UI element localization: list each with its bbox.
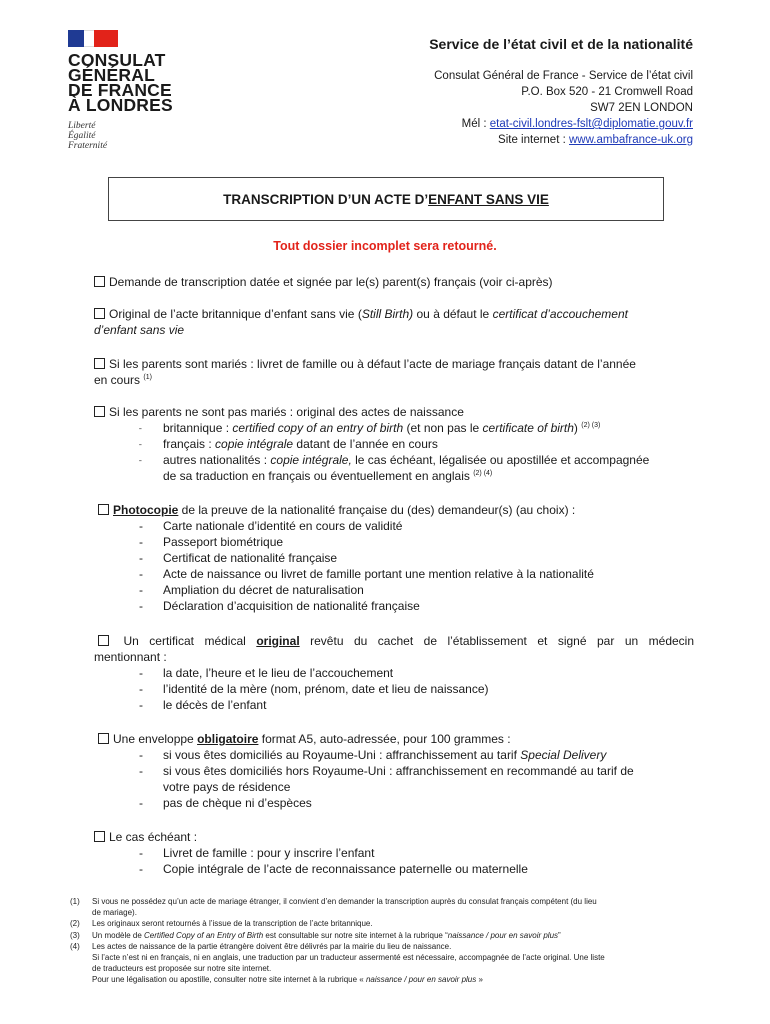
bullet: ˗ — [139, 423, 142, 432]
consulate-logo — [68, 30, 198, 151]
sub-text: Carte nationale d’identité en cours de validité — [163, 519, 403, 533]
document-title — [223, 192, 549, 207]
sub-text: Certificat de nationalité française — [163, 551, 338, 565]
sub-text: le cas échéant, légalisée ou apostillée et accompagnée — [351, 453, 650, 467]
sub-text: Copie intégrale de l’acte de reconnaissance paternelle ou maternelle — [163, 862, 528, 876]
item-text: Un certificat médical — [113, 634, 257, 648]
checkbox[interactable] — [94, 276, 105, 287]
sub-item — [139, 566, 694, 582]
sub-item — [139, 518, 694, 534]
footnote-text-italic: Certified Copy of an Entry of Birth — [144, 930, 264, 940]
item-text: Une enveloppe — [113, 732, 198, 746]
logo-line: DE FRANCE — [68, 80, 172, 100]
header-address-block — [429, 36, 693, 148]
item-text-italic: d’enfant sans vie — [94, 323, 185, 337]
checkbox[interactable] — [98, 504, 109, 515]
address-line: Consulat Général de France - Service de l’état civil — [434, 70, 693, 82]
bullet: - — [139, 796, 143, 810]
checklist-item-cas-echeant — [94, 829, 694, 877]
sub-text-italic: certified copy of an entry of birth — [232, 421, 404, 435]
title-part-underlined: ENFANT SANS VIE — [428, 191, 549, 207]
item-text: Demande de transcription datée et signée par le(s) parent(s) français (voir ci-après) — [109, 275, 553, 289]
sub-text: datant de l’année en cours — [293, 437, 438, 451]
footnote-number: (1) — [70, 897, 80, 906]
bullet: - — [139, 535, 143, 549]
sub-text: autres nationalités : — [163, 453, 271, 467]
checklist-item-maries — [94, 356, 694, 388]
address — [429, 68, 693, 148]
footnote — [70, 907, 702, 918]
item-text: Si les parents ne sont pas mariés : original des actes de naissance — [109, 405, 464, 419]
logo-line: CONSULAT — [68, 50, 166, 70]
sub-item — [139, 795, 694, 811]
sub-item — [139, 452, 694, 468]
sub-text: la date, l’heure et le lieu de l’accouchement — [163, 666, 394, 680]
sub-text: (et non pas le — [403, 421, 483, 435]
footnotes — [70, 896, 702, 986]
sub-text: si vous êtes domiciliés au Royaume-Uni : affranchissement au tarif — [163, 748, 521, 762]
footnote-number: (3) — [70, 930, 80, 940]
sub-item — [139, 420, 694, 436]
sub-item — [139, 665, 694, 681]
sub-text: l’identité de la mère (nom, prénom, date et lieu de naissance) — [163, 682, 489, 696]
sub-text: Acte de naissance ou livret de famille portant une mention relative à la nationalité — [163, 567, 594, 581]
checklist-item-photocopie — [94, 502, 694, 614]
item-text: mentionnant : — [94, 650, 167, 664]
bullet: - — [139, 682, 143, 696]
checkbox[interactable] — [94, 308, 105, 319]
bullet: - — [139, 519, 143, 533]
footnote-text: Si vous ne possédez qu’un acte de mariage étranger, il convient d’en demander la transcription auprès du consulat français compétent (du lieu — [92, 897, 597, 906]
checklist-item-original — [94, 306, 694, 338]
sub-text: le décès de l’enfant — [163, 698, 267, 712]
footnote-text-italic: naissance / pour en savoir plus — [447, 930, 559, 940]
address-line: P.O. Box 520 - 21 Cromwell Road — [521, 86, 693, 98]
motto-line: Liberté — [68, 121, 96, 131]
item-text-bold: Photocopie — [113, 503, 179, 517]
service-title: Service de l’état civil et de la nationalité — [429, 36, 693, 52]
site-link[interactable]: www.ambafrance-uk.org — [569, 134, 693, 146]
checklist-item-enveloppe — [94, 731, 694, 811]
sub-text-italic: certificate of birth — [482, 421, 574, 435]
footnote-text: Un modèle de — [92, 930, 145, 940]
logo-title — [68, 50, 198, 115]
checkbox[interactable] — [94, 358, 105, 369]
sub-item — [139, 845, 694, 861]
sub-text: Déclaration d’acquisition de nationalité française — [163, 599, 420, 613]
logo-line: À LONDRES — [68, 95, 173, 115]
mail-link[interactable]: etat-civil.londres-fslt@diplomatie.gouv.fr — [489, 118, 693, 130]
checkbox[interactable] — [98, 733, 109, 744]
bullet: - — [139, 862, 143, 876]
mail-label: Mél : — [461, 118, 490, 130]
bullet: - — [139, 698, 143, 712]
sub-item — [139, 763, 694, 779]
sub-item — [139, 747, 694, 763]
sub-text: ) — [573, 421, 582, 435]
footnote-text: de mariage). — [92, 908, 137, 918]
footnote-text: Les originaux seront retournés à l’issue de la transcription de l’acte britannique. — [92, 919, 373, 929]
footnote-text: Pour une légalisation ou apostille, consulter notre site internet à la rubrique « — [92, 975, 366, 985]
bullet: - — [139, 567, 143, 581]
incomplete-warning: Tout dossier incomplet sera retourné. — [273, 239, 497, 253]
bullet: - — [139, 748, 143, 762]
sub-text-italic: Special Delivery — [520, 748, 607, 762]
sub-text-italic: copie intégrale, — [270, 453, 352, 467]
item-text-italic: Still Birth) — [361, 307, 414, 321]
item-text: revêtu du cachet de l’établissement et signé par un médecin — [299, 634, 695, 648]
bullet: - — [139, 583, 143, 597]
bullet: - — [139, 764, 143, 778]
bullet: - — [139, 846, 143, 860]
checkbox[interactable] — [94, 831, 105, 842]
item-text-bold: original — [256, 634, 300, 648]
sub-item — [139, 598, 694, 614]
item-text-bold: obligatoire — [197, 732, 259, 746]
checklist-item-non-maries — [94, 404, 694, 484]
checkbox[interactable] — [94, 406, 105, 417]
checklist-item-certificat — [94, 633, 694, 713]
site-label: Site internet : — [498, 134, 569, 146]
footnote — [70, 930, 702, 941]
footnote — [70, 952, 702, 963]
footnote-ref: (2) (3) — [581, 422, 601, 429]
footnote — [70, 963, 702, 974]
sub-text: Passeport biométrique — [163, 535, 284, 549]
sub-item-continuation — [163, 468, 694, 484]
sub-text: pas de chèque ni d’espèces — [163, 796, 312, 810]
item-text: de la preuve de la nationalité française du (des) demandeur(s) (au choix) : — [178, 503, 576, 517]
sub-item — [139, 534, 694, 550]
footnote-ref: (1) — [143, 374, 152, 381]
item-text: Original de l’acte britannique d’enfant sans vie ( — [109, 307, 362, 321]
footnote-number: (4) — [70, 941, 80, 951]
sub-text: Ampliation du décret de naturalisation — [163, 583, 364, 597]
bullet: - — [139, 666, 143, 680]
item-text: ou à défaut le — [413, 307, 493, 321]
address-line: SW7 2EN LONDON — [590, 102, 693, 114]
item-text: format A5, auto-adressée, pour 100 grammes : — [258, 732, 511, 746]
footnote — [70, 896, 702, 907]
sub-item — [139, 582, 694, 598]
sub-text: français : — [163, 437, 216, 451]
document-title-box — [108, 177, 664, 221]
bullet: ˗ — [139, 455, 142, 464]
sub-item — [139, 436, 694, 452]
item-text-italic: certificat d’accouchement — [492, 307, 628, 321]
footnote-number: (2) — [70, 919, 80, 929]
sub-item — [139, 697, 694, 713]
sub-text: si vous êtes domiciliés hors Royaume-Uni : affranchissement en recommandé au tarif de — [163, 764, 634, 778]
motto — [68, 121, 198, 151]
item-text: en cours — [94, 373, 144, 387]
item-text: Le cas échéant : — [109, 830, 198, 844]
sub-item — [139, 681, 694, 697]
motto-line: Égalité — [68, 131, 96, 141]
footnote-text: » — [476, 975, 483, 985]
sub-text: de sa traduction en français ou éventuellement en anglais — [163, 469, 474, 483]
footnote-text: ” — [558, 930, 561, 940]
footnote-text: Si l’acte n’est ni en français, ni en anglais, une traduction par un traducteur assermenté est nécessaire, accompagnée de l’acte original. Une liste — [92, 953, 605, 963]
sub-item — [139, 861, 694, 877]
motto-line: Fraternité — [68, 141, 108, 151]
footnote-text: Les actes de naissance de la partie étrangère doivent être délivrés par la mairie du lieu de naissance. — [92, 941, 452, 951]
footnote-ref: (2) (4) — [473, 470, 493, 477]
sub-text-italic: copie intégrale — [215, 437, 294, 451]
footnote-text: est consultable sur notre site internet à la rubrique “ — [263, 930, 448, 940]
marianne-flag-icon — [68, 30, 118, 47]
sub-item-continuation: votre pays de résidence — [163, 780, 291, 794]
bullet: - — [139, 551, 143, 565]
sub-text: britannique : — [163, 421, 233, 435]
footnote — [70, 941, 702, 952]
footnote — [70, 974, 702, 985]
footnote-text-italic: naissance / pour en savoir plus — [365, 975, 477, 985]
footnote — [70, 918, 702, 929]
sub-text: Livret de famille : pour y inscrire l’enfant — [163, 846, 375, 860]
site-line — [429, 132, 693, 148]
title-part: TRANSCRIPTION D’UN ACTE D’ — [223, 191, 429, 207]
sub-item — [139, 550, 694, 566]
bullet: ˗ — [139, 439, 142, 448]
checklist-item-demande — [94, 274, 694, 290]
logo-line: GÉNÉRAL — [68, 65, 155, 85]
bullet: - — [139, 599, 143, 613]
footnote-text: de traducteurs est proposée sur notre site internet. — [92, 964, 272, 974]
mail-line — [429, 116, 693, 132]
checkbox[interactable] — [98, 635, 109, 646]
item-text: Si les parents sont mariés : livret de famille ou à défaut l’acte de mariage français datant de l’année — [109, 357, 636, 371]
